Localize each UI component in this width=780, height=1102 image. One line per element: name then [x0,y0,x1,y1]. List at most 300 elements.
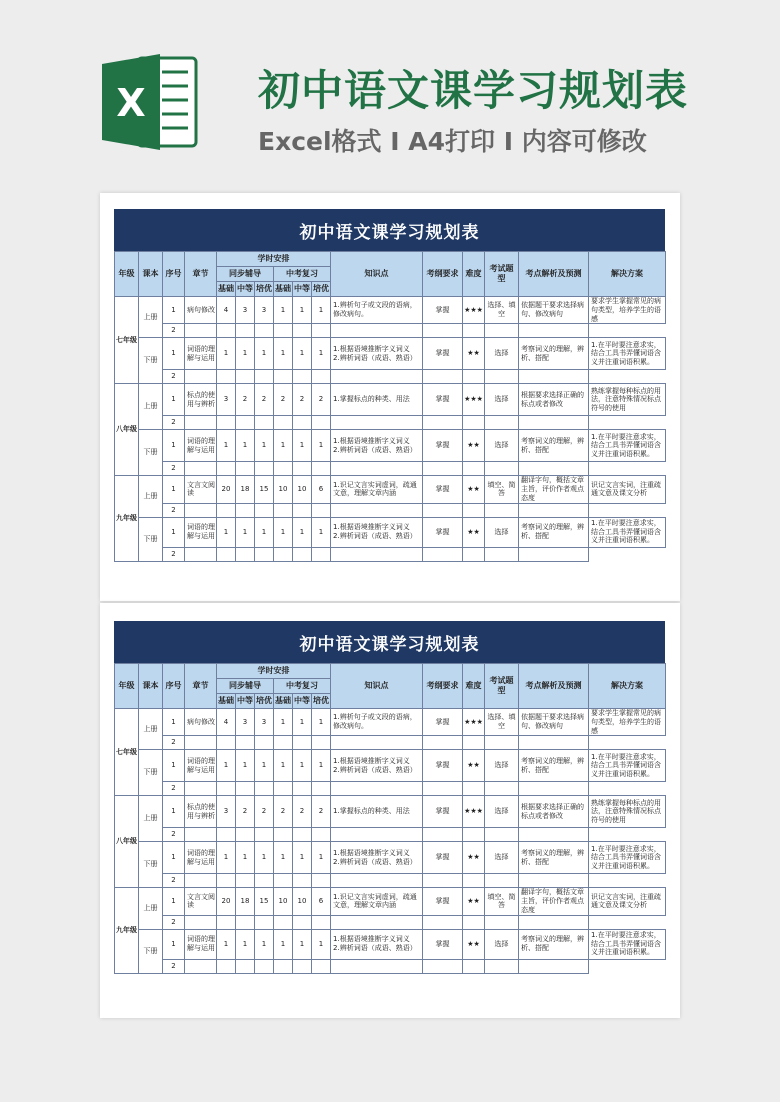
textbook-cell: 上册 [139,297,163,338]
empty-cell [423,324,463,338]
empty-cell [463,736,485,750]
solution-cell: 熟练掌握每种标点的用法，注意特殊情况标点符号的使用 [589,796,666,828]
analysis-cell: 考察词义的理解，辨析、搭配 [519,929,589,959]
empty-cell [185,736,217,750]
empty-cell [312,503,331,517]
hours-cell: 4 [217,709,236,736]
hours-cell: 3 [255,709,274,736]
textbook-cell: 上册 [139,384,163,430]
header-chapter: 章节 [185,664,217,709]
header-solution: 解决方案 [589,252,666,297]
logo-letter: X [116,81,146,125]
solution-cell: 要求学生掌握常见的病句类型，培养学生的语感 [589,297,666,324]
table-row [115,874,666,888]
empty-cell [236,782,255,796]
seq-cell: 1 [163,430,185,462]
analysis-cell: 翻译字句，概括文章主旨，评价作者观点态度 [519,476,589,503]
knowledge-cell: 1.识记文言实词虚词，疏通文意，理解文章内涵 [331,476,423,503]
solution-cell: 1.在平时要注意求实，结合工具书弄懂词语含义并注重词语积累。 [589,430,666,462]
table-row [115,476,666,503]
empty-cell [236,874,255,888]
empty-cell [236,828,255,842]
hours-cell: 1 [293,517,312,547]
table-row [115,370,666,384]
hours-cell: 18 [236,476,255,503]
empty-cell [255,324,274,338]
syllabus-cell: 掌握 [423,517,463,547]
header-medium: 中等 [293,282,312,297]
difficulty-cell: ★★ [463,842,485,874]
knowledge-cell: 1.掌握标点的种类、用法 [331,384,423,416]
empty-cell [293,462,312,476]
table-row [115,796,666,828]
empty-cell [463,782,485,796]
question-type-cell: 选择、填空 [485,297,519,324]
header-excellent: 培优 [312,282,331,297]
textbook-cell: 下册 [139,517,163,561]
plan-table [114,251,666,562]
knowledge-cell: 1.根据语境推断字义词义 2.辨析词语（成语、熟语） [331,929,423,959]
seq-cell: 2 [163,874,185,888]
hours-cell: 1 [255,929,274,959]
header-textbook: 课本 [139,664,163,709]
empty-cell [485,370,519,384]
table-row [115,517,666,547]
empty-cell [485,828,519,842]
question-type-cell: 选择 [485,338,519,370]
analysis-cell: 翻译字句，概括文章主旨，评价作者观点态度 [519,888,589,915]
empty-cell [185,959,217,973]
empty-cell [293,736,312,750]
empty-cell [274,324,293,338]
empty-cell [185,462,217,476]
empty-cell [293,959,312,973]
header-basic: 基础 [274,282,293,297]
hours-cell: 20 [217,476,236,503]
header-basic: 基础 [217,282,236,297]
hours-cell: 10 [274,888,293,915]
empty-cell [423,782,463,796]
empty-cell [485,324,519,338]
header-excellent: 培优 [312,694,331,709]
chapter-cell: 词语的理解与运用 [185,517,217,547]
chapter-cell: 词语的理解与运用 [185,842,217,874]
solution-cell: 1.在平时要注意求实，结合工具书弄懂词语含义并注重词语积累。 [589,750,666,782]
table-row [115,547,666,561]
hours-cell: 1 [274,929,293,959]
textbook-cell: 上册 [139,709,163,750]
empty-cell [274,370,293,384]
question-type-cell: 填空、简答 [485,476,519,503]
empty-cell [331,915,423,929]
syllabus-cell: 掌握 [423,476,463,503]
empty-cell [236,370,255,384]
empty-cell [293,782,312,796]
grade-cell: 九年级 [115,476,139,561]
empty-cell [485,782,519,796]
empty-cell [274,782,293,796]
difficulty-cell: ★★ [463,929,485,959]
hours-cell: 1 [293,338,312,370]
empty-cell [236,324,255,338]
hours-cell: 1 [293,842,312,874]
seq-cell: 2 [163,736,185,750]
seq-cell: 1 [163,842,185,874]
hours-cell: 1 [217,338,236,370]
analysis-cell: 根据要求选择正确的标点或者修改 [519,796,589,828]
empty-cell [185,324,217,338]
seq-cell: 2 [163,782,185,796]
hours-cell: 1 [274,709,293,736]
hours-cell: 1 [312,430,331,462]
hours-cell: 1 [255,750,274,782]
empty-cell [519,828,589,842]
seq-cell: 2 [163,915,185,929]
analysis-cell: 考察词义的理解，辨析、搭配 [519,430,589,462]
empty-cell [217,959,236,973]
empty-cell [293,503,312,517]
hours-cell: 1 [236,338,255,370]
empty-cell [485,547,519,561]
hours-cell: 1 [274,430,293,462]
analysis-cell: 考察词义的理解，辨析、搭配 [519,750,589,782]
analysis-cell: 考察词义的理解，辨析、搭配 [519,842,589,874]
empty-cell [331,736,423,750]
hours-cell: 2 [255,796,274,828]
header-exam-review: 中考复习 [274,679,331,694]
empty-cell [255,782,274,796]
empty-cell [217,736,236,750]
empty-cell [293,370,312,384]
empty-cell [255,959,274,973]
hours-cell: 3 [255,297,274,324]
table-row [115,384,666,416]
empty-cell [293,547,312,561]
hours-cell: 10 [274,476,293,503]
empty-cell [519,503,589,517]
hours-cell: 1 [255,338,274,370]
header-exam-review: 中考复习 [274,267,331,282]
header-basic: 基础 [274,694,293,709]
empty-cell [217,782,236,796]
header-basic: 基础 [217,694,236,709]
table-row [115,430,666,462]
hours-cell: 1 [274,517,293,547]
hours-cell: 1 [312,929,331,959]
textbook-cell: 下册 [139,842,163,888]
hours-cell: 1 [293,750,312,782]
table-row [115,915,666,929]
empty-cell [463,324,485,338]
textbook-cell: 下册 [139,750,163,796]
empty-cell [185,915,217,929]
table-row [115,828,666,842]
hours-cell: 1 [274,297,293,324]
empty-cell [185,503,217,517]
empty-cell [463,416,485,430]
grade-cell: 七年级 [115,297,139,384]
empty-cell [217,370,236,384]
empty-cell [463,547,485,561]
empty-cell [463,874,485,888]
table-title: 初中语文课学习规划表 [114,621,665,663]
chapter-cell: 词语的理解与运用 [185,430,217,462]
empty-cell [185,370,217,384]
table-row [115,503,666,517]
table-row [115,709,666,736]
seq-cell: 1 [163,796,185,828]
header-textbook: 课本 [139,252,163,297]
seq-cell: 2 [163,416,185,430]
grade-cell: 八年级 [115,796,139,888]
empty-cell [293,324,312,338]
table-row [115,324,666,338]
empty-cell [331,416,423,430]
solution-cell: 要求学生掌握常见的病句类型，培养学生的语感 [589,709,666,736]
syllabus-cell: 掌握 [423,384,463,416]
empty-cell [485,959,519,973]
empty-cell [236,915,255,929]
question-type-cell: 选择 [485,796,519,828]
hours-cell: 10 [293,888,312,915]
syllabus-cell: 掌握 [423,888,463,915]
difficulty-cell: ★★ [463,888,485,915]
empty-cell [236,736,255,750]
syllabus-cell: 掌握 [423,709,463,736]
hours-cell: 1 [236,517,255,547]
empty-cell [185,782,217,796]
solution-cell: 1.在平时要注意求实，结合工具书弄懂词语含义并注重词语积累。 [589,842,666,874]
hours-cell: 1 [293,297,312,324]
empty-cell [423,462,463,476]
empty-cell [312,370,331,384]
header-medium: 中等 [293,694,312,709]
empty-cell [255,874,274,888]
empty-cell [293,915,312,929]
empty-cell [423,547,463,561]
header-question-type: 考试题型 [485,664,519,709]
excel-icon [100,52,200,152]
hours-cell: 1 [312,842,331,874]
knowledge-cell: 1.根据语境推断字义词义 2.辨析词语（成语、熟语） [331,430,423,462]
chapter-cell: 词语的理解与运用 [185,750,217,782]
textbook-cell: 下册 [139,338,163,384]
hours-cell: 1 [274,750,293,782]
grade-cell: 七年级 [115,709,139,796]
question-type-cell: 选择 [485,430,519,462]
textbook-cell: 上册 [139,796,163,842]
seq-cell: 1 [163,297,185,324]
empty-cell [463,503,485,517]
solution-cell: 识记文言实词，注重疏通文意及课文分析 [589,476,666,503]
question-type-cell: 选择 [485,842,519,874]
empty-cell [274,547,293,561]
header-grade: 年级 [115,252,139,297]
empty-cell [217,874,236,888]
analysis-cell: 依据题干要求选择病句、修改病句 [519,709,589,736]
empty-cell [331,874,423,888]
empty-cell [331,959,423,973]
hours-cell: 1 [236,750,255,782]
empty-cell [463,828,485,842]
empty-cell [274,915,293,929]
empty-cell [423,736,463,750]
textbook-cell: 上册 [139,476,163,517]
hours-cell: 4 [217,297,236,324]
empty-cell [255,462,274,476]
hours-cell: 18 [236,888,255,915]
syllabus-cell: 掌握 [423,842,463,874]
hours-cell: 2 [293,384,312,416]
hours-cell: 1 [312,709,331,736]
empty-cell [236,462,255,476]
hours-cell: 1 [236,842,255,874]
header-knowledge: 知识点 [331,252,423,297]
empty-cell [274,736,293,750]
empty-cell [274,462,293,476]
empty-cell [519,736,589,750]
table-row [115,462,666,476]
question-type-cell: 选择 [485,929,519,959]
hours-cell: 1 [217,517,236,547]
hours-cell: 1 [293,430,312,462]
empty-cell [217,915,236,929]
table-row [115,929,666,959]
empty-cell [519,915,589,929]
empty-cell [217,503,236,517]
seq-cell: 1 [163,476,185,503]
chapter-cell: 病句修改 [185,297,217,324]
empty-cell [217,324,236,338]
chapter-cell: 词语的理解与运用 [185,338,217,370]
hours-cell: 1 [274,842,293,874]
empty-cell [255,736,274,750]
empty-cell [312,959,331,973]
empty-cell [236,547,255,561]
table-row [115,782,666,796]
table-row [115,888,666,915]
empty-cell [255,503,274,517]
header-grade: 年级 [115,664,139,709]
header-question-type: 考试题型 [485,252,519,297]
empty-cell [485,736,519,750]
page-subtitle: Excel格式 Ⅰ A4打印 Ⅰ 内容可修改 [258,127,647,156]
empty-cell [519,782,589,796]
difficulty-cell: ★★★ [463,796,485,828]
empty-cell [312,874,331,888]
question-type-cell: 填空、简答 [485,888,519,915]
analysis-cell: 考察词义的理解，辨析、搭配 [519,338,589,370]
seq-cell: 2 [163,503,185,517]
empty-cell [485,462,519,476]
textbook-cell: 下册 [139,929,163,973]
empty-cell [185,547,217,561]
seq-cell: 1 [163,338,185,370]
empty-cell [274,959,293,973]
hours-cell: 1 [312,297,331,324]
analysis-cell: 考察词义的理解，辨析、搭配 [519,517,589,547]
hours-cell: 3 [217,384,236,416]
knowledge-cell: 1.根据语境推断字义词义 2.辨析词语（成语、熟语） [331,842,423,874]
hours-cell: 1 [312,750,331,782]
question-type-cell: 选择 [485,517,519,547]
chapter-cell: 文言文阅读 [185,888,217,915]
empty-cell [463,462,485,476]
empty-cell [185,874,217,888]
question-type-cell: 选择、填空 [485,709,519,736]
knowledge-cell: 1.根据语境推断字义词义 2.辨析词语（成语、熟语） [331,338,423,370]
empty-cell [519,324,589,338]
empty-cell [463,915,485,929]
empty-cell [331,503,423,517]
chapter-cell: 标点的使用与辨析 [185,796,217,828]
header-seq: 序号 [163,664,185,709]
header-knowledge: 知识点 [331,664,423,709]
empty-cell [331,782,423,796]
empty-cell [423,416,463,430]
solution-cell: 1.在平时要注意求实，结合工具书弄懂词语含义并注重词语积累。 [589,517,666,547]
empty-cell [217,416,236,430]
hours-cell: 10 [293,476,312,503]
seq-cell: 2 [163,547,185,561]
hours-cell: 2 [312,796,331,828]
header-solution: 解决方案 [589,664,666,709]
hours-cell: 1 [312,338,331,370]
sheet-preview-2 [100,603,680,1018]
question-type-cell: 选择 [485,384,519,416]
seq-cell: 1 [163,384,185,416]
hours-cell: 1 [217,750,236,782]
hours-cell: 1 [217,430,236,462]
hours-cell: 2 [255,384,274,416]
header-difficulty: 难度 [463,664,485,709]
solution-cell: 1.在平时要注意求实，结合工具书弄懂词语含义并注重词语积累。 [589,338,666,370]
empty-cell [519,370,589,384]
table-row [115,416,666,430]
empty-cell [423,503,463,517]
difficulty-cell: ★★★ [463,709,485,736]
empty-cell [293,828,312,842]
empty-cell [255,416,274,430]
empty-cell [312,462,331,476]
empty-cell [423,874,463,888]
knowledge-cell: 1.掌握标点的种类、用法 [331,796,423,828]
hours-cell: 20 [217,888,236,915]
empty-cell [236,503,255,517]
syllabus-cell: 掌握 [423,297,463,324]
empty-cell [217,828,236,842]
empty-cell [312,736,331,750]
header-medium: 中等 [236,694,255,709]
header-chapter: 章节 [185,252,217,297]
empty-cell [463,959,485,973]
header-study-time: 学时安排 [217,664,331,679]
empty-cell [485,915,519,929]
empty-cell [255,547,274,561]
header-study-time: 学时安排 [217,252,331,267]
difficulty-cell: ★★★ [463,297,485,324]
empty-cell [331,547,423,561]
seq-cell: 1 [163,929,185,959]
empty-cell [185,416,217,430]
solution-cell: 1.在平时要注意求实，结合工具书弄懂词语含义并注重词语积累。 [589,929,666,959]
page-title: 初中语文课学习规划表 [258,66,689,115]
empty-cell [485,416,519,430]
hours-cell: 1 [217,842,236,874]
header-analysis: 考点解析及预测 [519,664,589,709]
empty-cell [331,828,423,842]
header-sync: 同步辅导 [217,679,274,694]
